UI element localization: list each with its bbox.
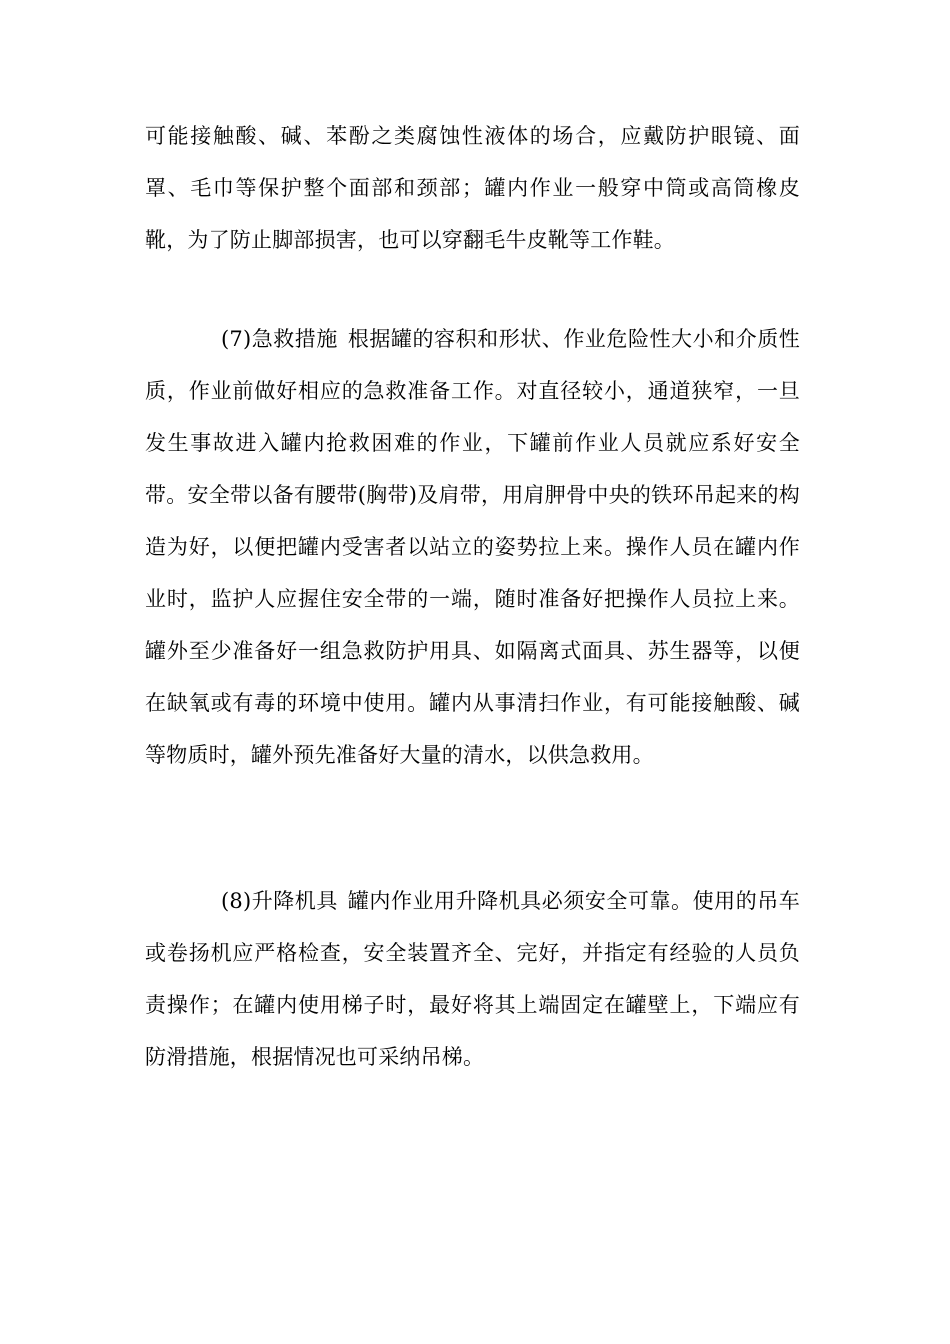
paragraph-first-aid — [145, 313, 800, 781]
paragraph-text: 罐内作业用升降机具必须安全可靠。使用的吊车或卷扬机应严格检查，安全装置齐全、完好，并指定有经验的人员负责操作；在罐内使用梯子时，最好将其上端固定在罐壁上，下端应有防滑措施，根据情况也可采纳吊梯。 — [145, 889, 800, 1069]
paragraph-protective-equipment — [145, 110, 800, 266]
section-heading-lifting: (8)升降机具 — [221, 889, 338, 913]
section-heading-first-aid: (7)急救措施 — [221, 327, 338, 351]
paragraph-text: 可能接触酸、碱、苯酚之类腐蚀性液体的场合，应戴防护眼镜、面罩、毛巾等保护整个面部和颈部；罐内作业一般穿中筒或高筒橡皮靴，为了防止脚部损害，也可以穿翻毛牛皮靴等工作鞋。 — [145, 124, 800, 252]
paragraph-text: 根据罐的容积和形状、作业危险性大小和介质性质，作业前做好相应的急救准备工作。对直径较小，通道狭窄，一旦发生事故进入罐内抢救困难的作业，下罐前作业人员就应系好安全带。安全带以备有腰带(胸带)及肩带，用肩胛骨中央的铁环吊起来的构造为好，以便把罐内受害者以站立的姿势拉上来。操作人员在罐内作业时，监护人应握住安全带的一端，随时准备好把操作人员拉上来。罐外至少准备好一组急救防护用具、如隔离式面具、苏生器等，以便在缺氧或有毒的环境中使用。罐内从事清扫作业，有可能接触酸、碱等物质时，罐外预先准备好大量的清水，以供急救用。 — [145, 327, 800, 767]
paragraph-lifting-equipment — [145, 875, 800, 1083]
